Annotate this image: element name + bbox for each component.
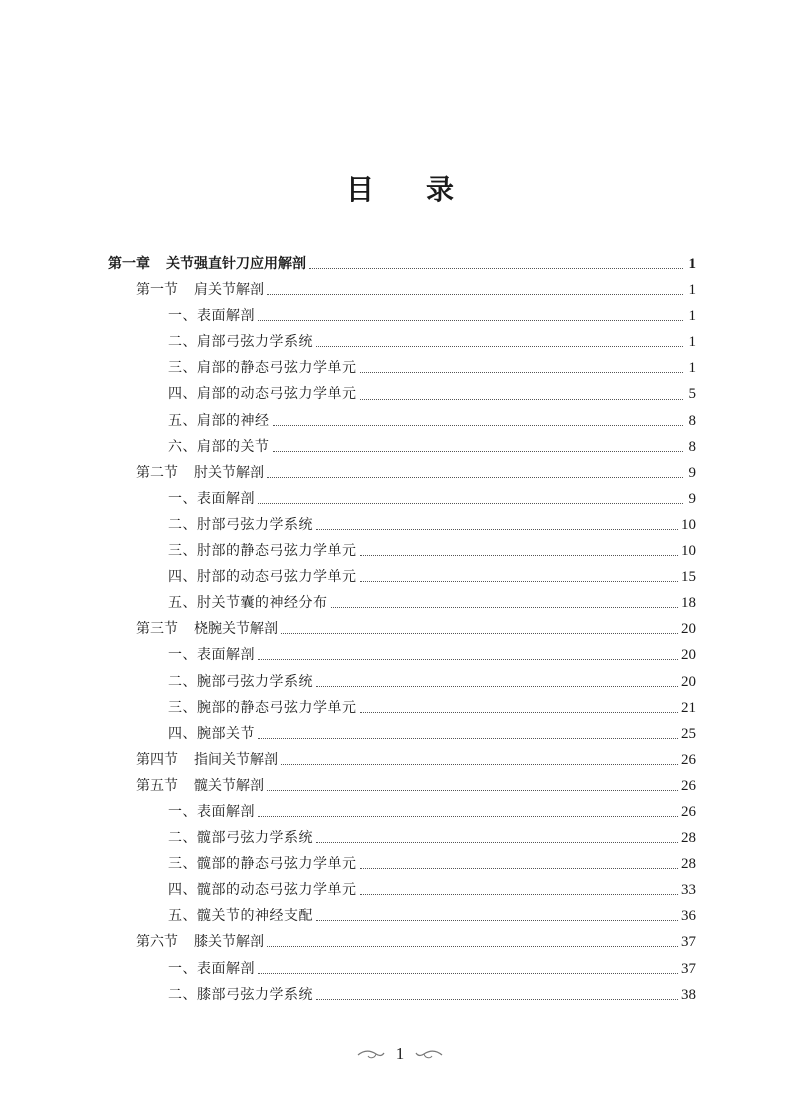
- toc-page-number: 8: [688, 438, 696, 455]
- toc-entry-title: 肩关节解剖: [194, 282, 264, 299]
- toc-entry-title: 五、肩部的神经: [168, 412, 270, 429]
- toc-page-number: 5: [688, 386, 696, 403]
- toc-item-row[interactable]: [108, 486, 696, 512]
- dot-leader: [360, 867, 679, 869]
- toc-page-number: 1: [688, 334, 696, 351]
- dot-leader: [258, 972, 678, 974]
- toc-page-number: 15: [681, 569, 696, 586]
- dot-leader: [360, 711, 679, 713]
- toc-page-number: 38: [681, 986, 696, 1003]
- toc-page-number: 28: [681, 830, 696, 847]
- toc-page-number: 9: [688, 490, 696, 507]
- toc-section-row[interactable]: [108, 929, 696, 955]
- toc-page-number: 1: [688, 360, 696, 377]
- toc-page-number: 25: [681, 725, 696, 742]
- title-char-2: 录: [426, 173, 455, 206]
- dot-leader: [331, 606, 679, 608]
- toc-item-row[interactable]: [108, 538, 696, 564]
- toc-entry-title: 二、腕部弓弦力学系统: [168, 673, 313, 690]
- toc-entry-title: 四、髋部的动态弓弦力学单元: [168, 882, 357, 899]
- toc-item-row[interactable]: [108, 590, 696, 616]
- title-char-1: 目: [345, 173, 374, 206]
- toc-page-number: 10: [681, 543, 696, 560]
- toc-page-number: 28: [681, 856, 696, 873]
- toc-entry-number: 第三节: [136, 621, 178, 638]
- dot-leader: [316, 345, 683, 347]
- toc-entry-number: 第五节: [136, 777, 178, 794]
- toc-item-row[interactable]: [108, 877, 696, 903]
- toc-entry-title: 五、肘关节囊的神经分布: [168, 595, 328, 612]
- dot-leader: [258, 319, 683, 321]
- toc-page-number: 1: [688, 282, 696, 299]
- dot-leader: [281, 763, 678, 765]
- toc-page-number: 8: [688, 412, 696, 429]
- dot-leader: [360, 371, 684, 373]
- dot-leader: [316, 528, 678, 530]
- toc-entry-title: 三、腕部的静态弓弦力学单元: [168, 699, 357, 716]
- toc-entry-title: 四、腕部关节: [168, 725, 255, 742]
- toc-entry-title: 关节强直针刀应用解剖: [166, 256, 306, 272]
- table-of-contents: [108, 251, 696, 1008]
- dot-leader: [316, 998, 678, 1000]
- dot-leader: [258, 658, 678, 660]
- toc-item-row[interactable]: [108, 982, 696, 1008]
- toc-section-row[interactable]: [108, 773, 696, 799]
- toc-page-number: 20: [681, 621, 696, 638]
- dot-leader: [316, 685, 678, 687]
- dot-leader: [316, 919, 678, 921]
- toc-item-row[interactable]: [108, 564, 696, 590]
- toc-page-number: 36: [681, 908, 696, 925]
- toc-section-row[interactable]: [108, 277, 696, 303]
- toc-page-number: 10: [681, 516, 696, 533]
- toc-item-row[interactable]: [108, 355, 696, 381]
- toc-entry-number: 第二节: [136, 464, 178, 481]
- toc-item-row[interactable]: [108, 434, 696, 460]
- toc-page-number: 37: [681, 934, 696, 951]
- toc-item-row[interactable]: [108, 851, 696, 877]
- dot-leader: [309, 267, 683, 269]
- dot-leader: [267, 789, 678, 791]
- toc-entry-title: 髋关节解剖: [194, 777, 264, 794]
- toc-item-row[interactable]: [108, 669, 696, 695]
- toc-entry-title: 指间关节解剖: [194, 751, 278, 768]
- toc-section-row[interactable]: [108, 616, 696, 642]
- toc-item-row[interactable]: [108, 642, 696, 668]
- toc-entry-number: 第一节: [136, 282, 178, 299]
- toc-item-row[interactable]: [108, 721, 696, 747]
- dot-leader: [258, 502, 683, 504]
- toc-page-number: 18: [681, 595, 696, 612]
- toc-item-row[interactable]: [108, 512, 696, 538]
- toc-entry-number: 第一章: [108, 256, 150, 272]
- dot-leader: [281, 632, 678, 634]
- toc-page-number: 21: [681, 699, 696, 716]
- toc-entry-title: 五、髋关节的神经支配: [168, 908, 313, 925]
- toc-chapter-row[interactable]: [108, 251, 696, 277]
- dot-leader: [267, 293, 683, 295]
- toc-page-number: 37: [681, 960, 696, 977]
- toc-item-row[interactable]: [108, 903, 696, 929]
- toc-entry-title: 四、肘部的动态弓弦力学单元: [168, 569, 357, 586]
- dot-leader: [273, 450, 684, 452]
- toc-page-number: 1: [688, 308, 696, 325]
- toc-item-row[interactable]: [108, 329, 696, 355]
- left-ornament-icon: [356, 1047, 386, 1061]
- toc-page-number: 26: [681, 751, 696, 768]
- toc-entry-title: 四、肩部的动态弓弦力学单元: [168, 386, 357, 403]
- toc-entry-title: 三、肘部的静态弓弦力学单元: [168, 543, 357, 560]
- toc-entry-number: 第四节: [136, 751, 178, 768]
- dot-leader: [267, 476, 683, 478]
- dot-leader: [360, 554, 679, 556]
- toc-page-number: 20: [681, 673, 696, 690]
- toc-entry-title: 二、膝部弓弦力学系统: [168, 986, 313, 1003]
- toc-item-row[interactable]: [108, 956, 696, 982]
- toc-entry-title: 桡腕关节解剖: [194, 621, 278, 638]
- toc-entry-title: 膝关节解剖: [194, 934, 264, 951]
- toc-entry-title: 三、肩部的静态弓弦力学单元: [168, 360, 357, 377]
- page-title: [0, 168, 800, 208]
- toc-entry-title: 六、肩部的关节: [168, 438, 270, 455]
- dot-leader: [360, 580, 679, 582]
- dot-leader: [267, 945, 678, 947]
- toc-page-number: 20: [681, 647, 696, 664]
- dot-leader: [360, 893, 679, 895]
- toc-entry-title: 二、髋部弓弦力学系统: [168, 830, 313, 847]
- toc-entry-title: 一、表面解剖: [168, 647, 255, 664]
- toc-item-row[interactable]: [108, 825, 696, 851]
- toc-section-row[interactable]: [108, 460, 696, 486]
- toc-page-number: 26: [681, 803, 696, 820]
- toc-item-row[interactable]: [108, 381, 696, 407]
- toc-entry-title: 二、肩部弓弦力学系统: [168, 334, 313, 351]
- toc-entry-title: 一、表面解剖: [168, 308, 255, 325]
- toc-entry-number: 第六节: [136, 934, 178, 951]
- toc-entry-title: 一、表面解剖: [168, 490, 255, 507]
- right-ornament-icon: [414, 1047, 444, 1061]
- toc-section-row[interactable]: [108, 747, 696, 773]
- toc-item-row[interactable]: [108, 695, 696, 721]
- toc-page-number: 33: [681, 882, 696, 899]
- page-number: 1: [395, 1044, 405, 1063]
- page-footer: [0, 1044, 800, 1064]
- dot-leader: [258, 737, 678, 739]
- toc-entry-title: 三、髋部的静态弓弦力学单元: [168, 856, 357, 873]
- dot-leader: [273, 424, 684, 426]
- toc-entry-title: 一、表面解剖: [168, 803, 255, 820]
- toc-page-number: 9: [688, 464, 696, 481]
- dot-leader: [316, 841, 678, 843]
- dot-leader: [360, 398, 684, 400]
- toc-item-row[interactable]: [108, 303, 696, 329]
- toc-page-number: 26: [681, 777, 696, 794]
- toc-page-number: 1: [688, 256, 696, 272]
- toc-item-row[interactable]: [108, 799, 696, 825]
- dot-leader: [258, 815, 678, 817]
- toc-entry-title: 肘关节解剖: [194, 464, 264, 481]
- toc-item-row[interactable]: [108, 408, 696, 434]
- toc-entry-title: 一、表面解剖: [168, 960, 255, 977]
- toc-entry-title: 二、肘部弓弦力学系统: [168, 516, 313, 533]
